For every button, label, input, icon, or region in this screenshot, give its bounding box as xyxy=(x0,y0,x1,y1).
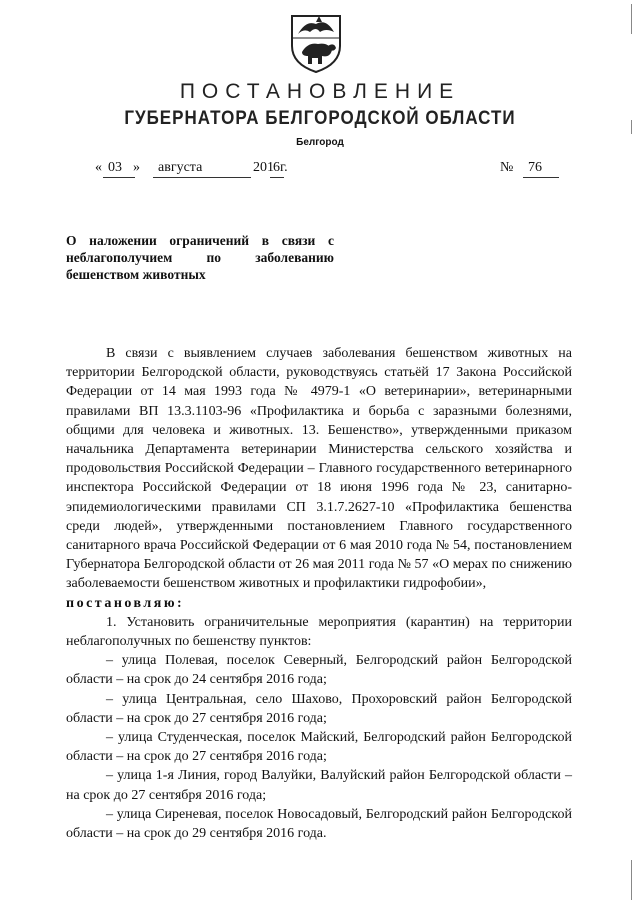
city-name: Белгород xyxy=(296,137,344,148)
preamble-paragraph: В связи с выявлением случаев заболевания бешенством животных на территории Белгородской области, руководствуясь статьёй 17 Закона Российской Федерации от 14 мая 1993 года № 4979-1 «О ветеринарии», ветеринарными правилами ВП 13.3.1103-96 «Профилактика и борьба с заразными болезнями, общими для человека и животных. 13. Бешенство», утвержденными приказом начальника Департамента ветеринарии Министерства сельского хозяйства и продовольствия Российской Федерации – Главного государственного ветеринарного инспектора Российской Федерации от 18 июня 1996 года № 23, санитарно-эпидемиологическими правилами СП 3.1.7.2627-10 «Профилактика бешенства среди людей», утвержденными постановлением Главного государственного санитарного врача Российской Федерации от 6 мая 2010 года № 54, постановлением Губернатора Белгородской области от 26 мая 2011 года № 57 «О мерах по снижению заболеваемости бешенством животных и профилактики гидрофобии», xyxy=(66,346,572,592)
date-year-suffix: 6г. xyxy=(273,160,288,175)
date-year-prefix: 201 xyxy=(253,160,274,175)
year-underline xyxy=(270,177,284,178)
coat-of-arms-icon xyxy=(288,12,344,74)
document-title: ПОСТАНОВЛЕНИЕ xyxy=(179,80,461,103)
document-heading: О наложении ограничений в связи с неблагополучием по заболеванию бешенством животных xyxy=(66,233,334,282)
list-item: – улица Студенческая, поселок Майский, Белгородский район Белгородской области – на срок до 27 сентября 2016 года; xyxy=(66,730,572,765)
list-item: – улица 1-я Линия, город Валуйки, Валуйский район Белгородской области – на срок до 27 сентября 2016 года; xyxy=(66,768,572,803)
list-item: – улица Центральная, село Шахово, Прохоровский район Белгородской области – на срок до 27 сентября 2016 года; xyxy=(66,691,572,726)
scan-margin-marks xyxy=(626,0,632,905)
list-item: – улица Сиреневая, поселок Новосадовый, Белгородский район Белгородской области – на срок до 29 сентября 2016 года. xyxy=(66,806,572,842)
list-item: – улица Полевая, поселок Северный, Белгородский район Белгородской области – на срок до 24 сентября 2016 года; xyxy=(66,653,572,688)
number-underline xyxy=(523,177,559,178)
number-label: № xyxy=(500,160,514,175)
date-day: 03 xyxy=(108,160,122,175)
document-number: 76 xyxy=(528,160,542,175)
document-body xyxy=(66,344,572,843)
month-underline xyxy=(153,177,251,178)
resolve-word: постановляю: xyxy=(66,595,185,611)
document-subtitle: ГУБЕРНАТОРА БЕЛГОРОДСКОЙ ОБЛАСТИ xyxy=(124,106,516,129)
date-quote-close: » xyxy=(133,160,140,175)
day-underline xyxy=(103,177,135,178)
date-month: августа xyxy=(158,160,203,175)
date-number-row xyxy=(95,160,565,182)
date-quote-open: « xyxy=(95,160,102,175)
point-1-paragraph: 1. Установить ограничительные мероприятия (карантин) на территории неблагополучных по бешенству пунктов: xyxy=(66,614,572,650)
